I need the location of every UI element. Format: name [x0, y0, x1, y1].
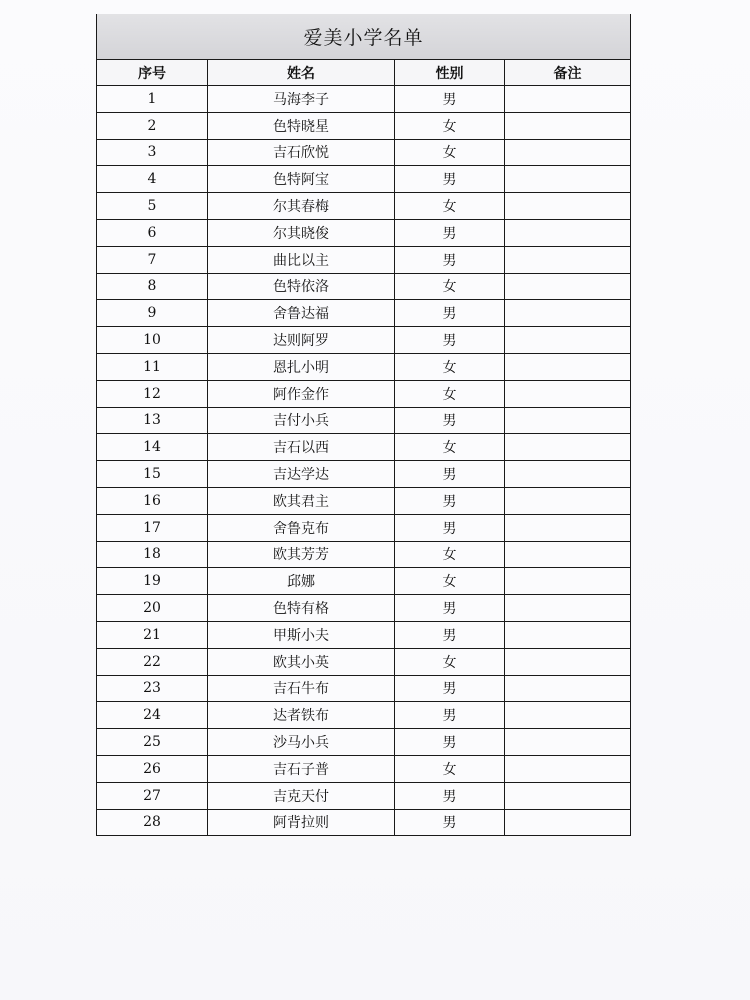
- table-row: [97, 568, 631, 595]
- cell-number: 7: [97, 246, 208, 273]
- column-header-gender: 性别: [395, 60, 505, 86]
- cell-note: [505, 139, 631, 166]
- cell-gender: 女: [395, 541, 505, 568]
- table-row: [97, 648, 631, 675]
- cell-note: [505, 675, 631, 702]
- column-header-row: [97, 60, 631, 86]
- table-row: [97, 139, 631, 166]
- cell-number: 3: [97, 139, 208, 166]
- table-row: [97, 541, 631, 568]
- cell-number: 14: [97, 434, 208, 461]
- cell-name: 达则阿罗: [208, 327, 395, 354]
- cell-name: 恩扎小明: [208, 353, 395, 380]
- student-roster-table: [96, 14, 631, 836]
- cell-name: 吉石以西: [208, 434, 395, 461]
- cell-number: 24: [97, 702, 208, 729]
- cell-gender: 男: [395, 782, 505, 809]
- cell-number: 6: [97, 219, 208, 246]
- cell-number: 10: [97, 327, 208, 354]
- table-row: [97, 809, 631, 836]
- cell-number: 25: [97, 729, 208, 756]
- cell-gender: 男: [395, 621, 505, 648]
- cell-name: 邱娜: [208, 568, 395, 595]
- cell-name: 尔其春梅: [208, 193, 395, 220]
- cell-note: [505, 112, 631, 139]
- cell-gender: 男: [395, 809, 505, 836]
- cell-name: 欧其君主: [208, 487, 395, 514]
- cell-number: 18: [97, 541, 208, 568]
- cell-note: [505, 461, 631, 488]
- cell-note: [505, 782, 631, 809]
- cell-number: 26: [97, 755, 208, 782]
- cell-name: 马海李子: [208, 86, 395, 113]
- table-row: [97, 702, 631, 729]
- table-title: 爱美小学名单: [97, 14, 631, 60]
- cell-name: 色特有格: [208, 595, 395, 622]
- cell-name: 舍鲁达福: [208, 300, 395, 327]
- cell-note: [505, 219, 631, 246]
- cell-number: 21: [97, 621, 208, 648]
- cell-note: [505, 434, 631, 461]
- table-row: [97, 595, 631, 622]
- cell-gender: 女: [395, 434, 505, 461]
- cell-gender: 男: [395, 219, 505, 246]
- cell-note: [505, 380, 631, 407]
- table-row: [97, 193, 631, 220]
- cell-gender: 男: [395, 702, 505, 729]
- cell-name: 吉石欣悦: [208, 139, 395, 166]
- cell-name: 吉付小兵: [208, 407, 395, 434]
- cell-name: 欧其芳芳: [208, 541, 395, 568]
- cell-number: 16: [97, 487, 208, 514]
- cell-note: [505, 246, 631, 273]
- cell-note: [505, 407, 631, 434]
- cell-note: [505, 702, 631, 729]
- cell-name: 色特晓星: [208, 112, 395, 139]
- table-row: [97, 112, 631, 139]
- cell-gender: 女: [395, 755, 505, 782]
- cell-name: 色特依洛: [208, 273, 395, 300]
- cell-note: [505, 514, 631, 541]
- cell-number: 22: [97, 648, 208, 675]
- table-row: [97, 380, 631, 407]
- cell-gender: 女: [395, 193, 505, 220]
- cell-name: 吉克天付: [208, 782, 395, 809]
- cell-name: 色特阿宝: [208, 166, 395, 193]
- cell-note: [505, 193, 631, 220]
- cell-number: 2: [97, 112, 208, 139]
- column-header-number: 序号: [97, 60, 208, 86]
- cell-note: [505, 595, 631, 622]
- table-row: [97, 407, 631, 434]
- cell-number: 5: [97, 193, 208, 220]
- cell-name: 阿作金作: [208, 380, 395, 407]
- cell-gender: 男: [395, 461, 505, 488]
- cell-note: [505, 273, 631, 300]
- cell-gender: 女: [395, 139, 505, 166]
- table-row: [97, 353, 631, 380]
- cell-note: [505, 755, 631, 782]
- cell-note: [505, 487, 631, 514]
- table-row: [97, 782, 631, 809]
- cell-name: 吉达学达: [208, 461, 395, 488]
- cell-name: 吉石牛布: [208, 675, 395, 702]
- cell-gender: 男: [395, 166, 505, 193]
- cell-gender: 男: [395, 487, 505, 514]
- cell-number: 11: [97, 353, 208, 380]
- cell-note: [505, 541, 631, 568]
- cell-name: 尔其晓俊: [208, 219, 395, 246]
- table-row: [97, 487, 631, 514]
- cell-number: 28: [97, 809, 208, 836]
- cell-gender: 女: [395, 273, 505, 300]
- cell-note: [505, 729, 631, 756]
- table-row: [97, 755, 631, 782]
- cell-number: 1: [97, 86, 208, 113]
- cell-number: 20: [97, 595, 208, 622]
- table-row: [97, 246, 631, 273]
- table-row: [97, 434, 631, 461]
- cell-note: [505, 648, 631, 675]
- cell-number: 23: [97, 675, 208, 702]
- cell-note: [505, 353, 631, 380]
- table-row: [97, 461, 631, 488]
- cell-number: 13: [97, 407, 208, 434]
- cell-gender: 男: [395, 514, 505, 541]
- cell-gender: 女: [395, 648, 505, 675]
- cell-gender: 男: [395, 675, 505, 702]
- cell-name: 舍鲁克布: [208, 514, 395, 541]
- cell-gender: 男: [395, 407, 505, 434]
- cell-gender: 男: [395, 595, 505, 622]
- table-row: [97, 219, 631, 246]
- cell-note: [505, 621, 631, 648]
- cell-number: 19: [97, 568, 208, 595]
- table-row: [97, 514, 631, 541]
- table-row: [97, 621, 631, 648]
- column-header-name: 姓名: [208, 60, 395, 86]
- cell-number: 17: [97, 514, 208, 541]
- cell-gender: 男: [395, 300, 505, 327]
- cell-note: [505, 809, 631, 836]
- cell-name: 欧其小英: [208, 648, 395, 675]
- roster-body: [97, 86, 631, 836]
- cell-gender: 男: [395, 86, 505, 113]
- cell-note: [505, 568, 631, 595]
- cell-gender: 女: [395, 112, 505, 139]
- cell-name: 甲斯小夫: [208, 621, 395, 648]
- table-row: [97, 166, 631, 193]
- column-header-note: 备注: [505, 60, 631, 86]
- cell-name: 曲比以主: [208, 246, 395, 273]
- cell-number: 12: [97, 380, 208, 407]
- cell-name: 阿背拉则: [208, 809, 395, 836]
- cell-note: [505, 327, 631, 354]
- table-row: [97, 327, 631, 354]
- cell-name: 沙马小兵: [208, 729, 395, 756]
- table-row: [97, 273, 631, 300]
- cell-number: 9: [97, 300, 208, 327]
- cell-name: 吉石子普: [208, 755, 395, 782]
- cell-gender: 男: [395, 729, 505, 756]
- cell-number: 27: [97, 782, 208, 809]
- table-row: [97, 675, 631, 702]
- cell-note: [505, 300, 631, 327]
- cell-name: 达者铁布: [208, 702, 395, 729]
- table-row: [97, 86, 631, 113]
- cell-number: 4: [97, 166, 208, 193]
- cell-note: [505, 166, 631, 193]
- cell-note: [505, 86, 631, 113]
- table-row: [97, 729, 631, 756]
- cell-gender: 女: [395, 380, 505, 407]
- table-row: [97, 300, 631, 327]
- cell-number: 15: [97, 461, 208, 488]
- cell-gender: 男: [395, 327, 505, 354]
- cell-gender: 女: [395, 353, 505, 380]
- cell-gender: 女: [395, 568, 505, 595]
- cell-gender: 男: [395, 246, 505, 273]
- cell-number: 8: [97, 273, 208, 300]
